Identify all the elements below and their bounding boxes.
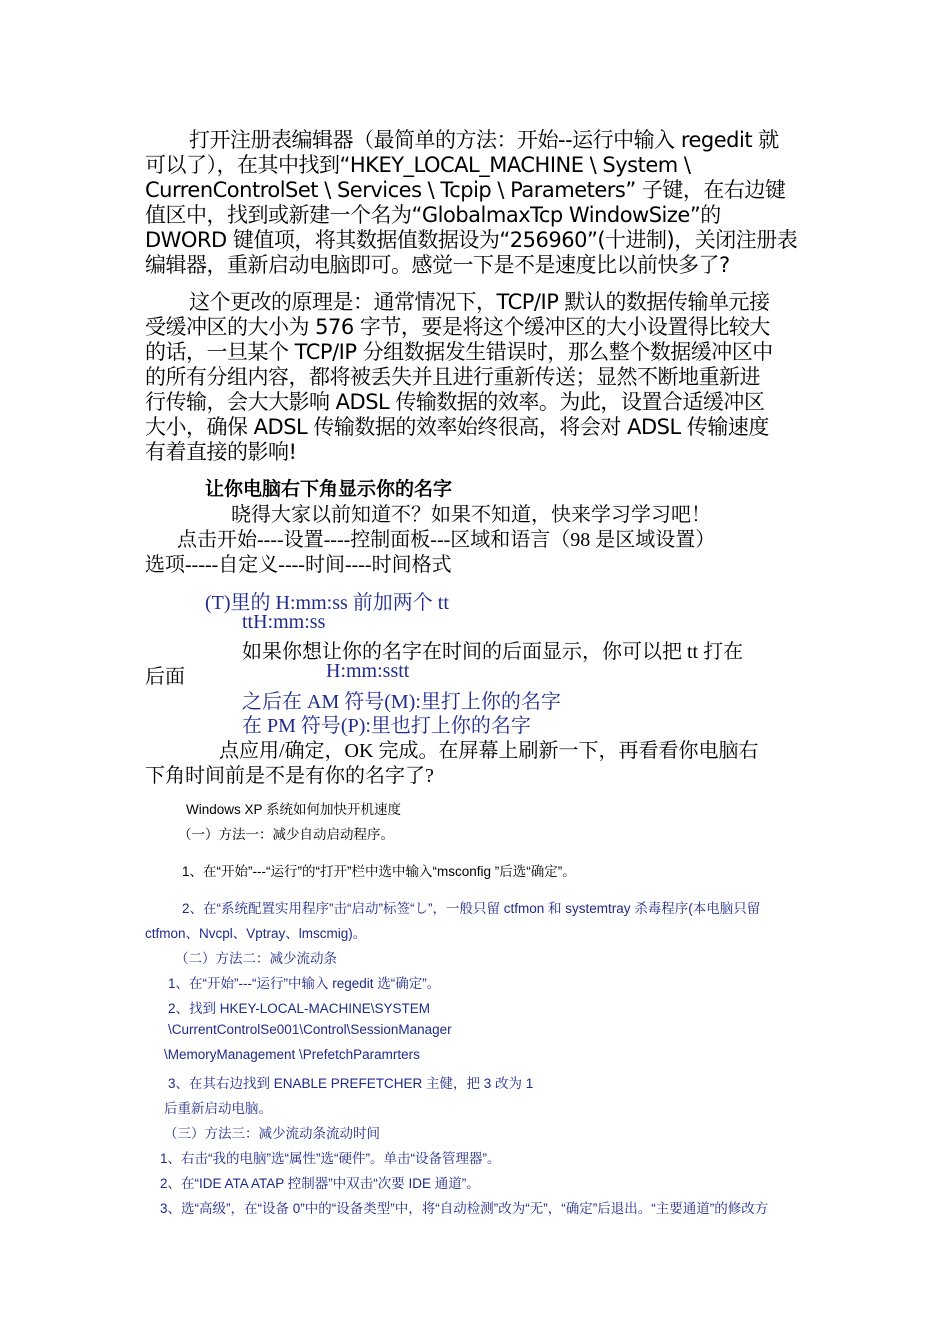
text-line: 之后在 AM 符号(M):里打上你的名字 — [242, 691, 561, 713]
text-line: 3、在其右边找到 ENABLE PREFETCHER 主健，把 3 改为 1 — [168, 1076, 534, 1091]
text-line: 1、右击“我的电脑”选“属性”选“硬件”。单击“设备管理器”。 — [160, 1151, 501, 1166]
text-line: 值区中，找到或新建一个名为“GlobalmaxTcp WindowSize”的 — [145, 203, 721, 227]
text-line: \CurrentControlSe001\Control\SessionManager — [168, 1022, 452, 1037]
text-line: DWORD 键值项，将其数据值数据设为“256960”(十进制)，关闭注册表 — [145, 228, 798, 252]
text-line: （一）方法一：减少自动启动程序。 — [178, 827, 394, 842]
text-line: 后重新启动电脑。 — [164, 1101, 272, 1116]
text-line: 1、在“开始”---“运行”中输入 regedit 选“确定”。 — [168, 976, 441, 991]
text-line: 2、找到 HKEY-LOCAL-MACHINE\SYSTEM — [168, 1001, 431, 1016]
text-line: 选项-----自定义----时间----时间格式 — [145, 554, 452, 576]
text-line: ttH:mm:ss — [242, 611, 326, 633]
text-line: 3、选“高级”，在“设备 0”中的“设备类型”中，将“自动检测”改为“无”，“确定”后退出。“主要通道”的修改方 — [160, 1201, 769, 1216]
text-line: 在 PM 符号(P):里也打上你的名字 — [242, 715, 531, 737]
text-line: 1、在“开始”---“运行”的“打开”栏中选中输入“msconfig ”后选“确定”。 — [182, 864, 576, 879]
text-line: 下角时间前是不是有你的名字了? — [145, 765, 434, 787]
text-line: 有着直接的影响! — [145, 440, 297, 464]
text-line: 可以了），在其中找到“HKEY_LOCAL_MACHINE \ System \ — [145, 153, 691, 177]
text-line: 受缓冲区的大小为 576 字节，要是将这个缓冲区的大小设置得比较大 — [145, 315, 770, 339]
text-line: 2、在“系统配置实用程序”击“启动”标签“し”，一般只留 ctfmon 和 systemtray 杀毒程序(本电脑只留 — [182, 901, 761, 916]
text-line: 2、在“IDE ATA ATAP 控制器”中双击“次要 IDE 通道”。 — [160, 1176, 480, 1191]
section-title: 让你电脑右下角显示你的名字 — [205, 478, 453, 500]
text-line: 点应用/确定，OK 完成。在屏幕上刷新一下，再看看你电脑右 — [219, 740, 759, 762]
text-line: 点击开始----设置----控制面板---区域和语言（98 是区域设置） — [177, 529, 716, 551]
text-line: 编辑器，重新启动电脑即可。感觉一下是不是速度比以前快多了? — [145, 253, 730, 277]
text-line: 大小，确保 ADSL 传输数据的效率始终很高，将会对 ADSL 传输速度 — [145, 415, 769, 439]
text-line: CurrenControlSet \ Services \ Tcpip \ Parameters” 子键，在右边键 — [145, 178, 786, 202]
text-line: 的话，一旦某个 TCP/IP 分组数据发生错误时，那么整个数据缓冲区中 — [145, 340, 773, 364]
section-title: Windows XP 系统如何加快开机速度 — [186, 802, 402, 817]
text-line: 的所有分组内容，都将被丢失并且进行重新传送；显然不断地重新进 — [145, 365, 760, 389]
text-line: 打开注册表编辑器（最简单的方法：开始--运行中输入 regedit 就 — [189, 128, 779, 152]
text-line: 晓得大家以前知道不？如果不知道，快来学习学习吧！ — [231, 504, 711, 526]
text-line: 这个更改的原理是：通常情况下，TCP/IP 默认的数据传输单元接 — [189, 290, 770, 314]
text-line: (T)里的 H:mm:ss 前加两个 tt — [205, 592, 449, 614]
text-line: \MemoryManagement \PrefetchParamrters — [164, 1047, 420, 1062]
text-line: （二）方法二：减少流动条 — [175, 951, 337, 966]
text-line: 后面 — [145, 666, 185, 688]
text-line: 行传输，会大大影响 ADSL 传输数据的效率。为此，设置合适缓冲区 — [145, 390, 765, 414]
text-line: H:mm:sstt — [326, 660, 410, 682]
text-line: （三）方法三：减少流动条流动时间 — [164, 1126, 380, 1141]
text-line: ctfmon、Nvcpl、Vptray、lmscmig)。 — [145, 926, 367, 941]
text-line: 如果你想让你的名字在时间的后面显示，你可以把 tt 打在 — [242, 641, 744, 663]
